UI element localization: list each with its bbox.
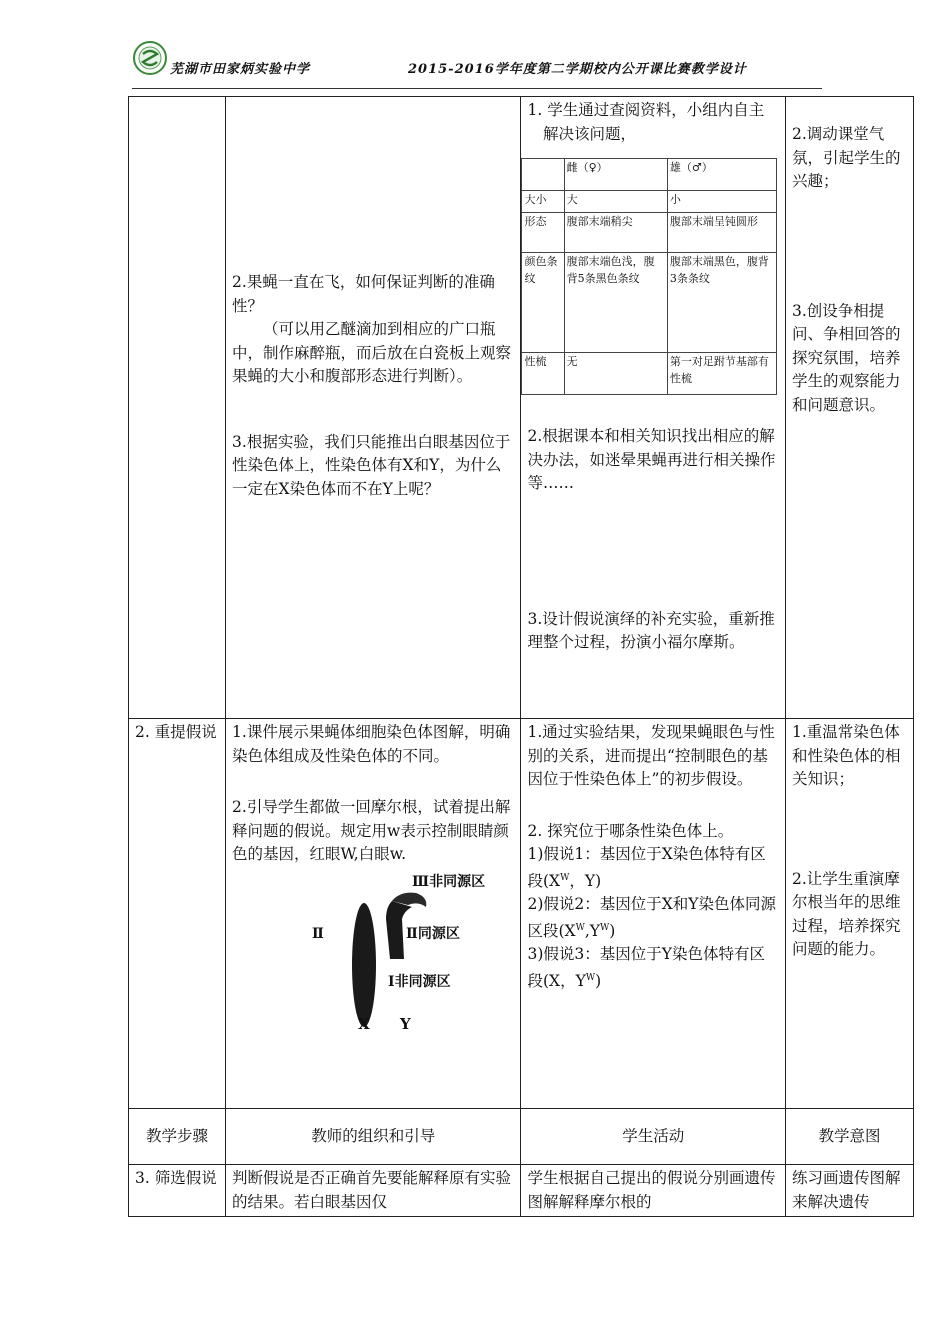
label-ii-left: Ⅱ — [312, 925, 324, 942]
table-header-row — [129, 1109, 914, 1165]
column-header-student: 学生活动 — [521, 1109, 786, 1165]
sub-cell: 腹部末端呈钝圆形 — [667, 213, 777, 253]
table-row — [129, 719, 914, 1109]
label-ii-homologous: Ⅱ同源区 — [406, 925, 460, 942]
school-name: 芜湖市田家炳实验中学 — [170, 62, 311, 77]
label-x: X — [358, 1014, 370, 1033]
teacher-question-2: 2.果蝇一直在飞，如何保证判断的准确性？ — [232, 273, 495, 315]
hypothesis-1: 1)假说1：基因位于X染色体特有区段($X^W$，Y) — [527, 845, 766, 890]
sub-cell: 腹部末端黑色，腹背3条条纹 — [667, 253, 777, 353]
sub-row-label: 大小 — [522, 191, 564, 213]
intent-3: 3.创设争相提问、争相回答的探究氛围，培养学生的观察能力和问题意识。 — [791, 301, 901, 414]
school-logo-icon — [132, 40, 168, 76]
student-activity-3: 3.设计假说演绎的补充实验，重新推理整个过程，扮演小福尔摩斯。 — [527, 609, 775, 651]
teacher-cell: 判断假说是否正确首先要能解释原有实验的结果。若白眼基因仅 — [226, 1165, 521, 1217]
step-cell: 2. 重提假说 — [129, 719, 226, 1109]
sub-header-female: 雌（♀） — [564, 159, 667, 191]
sub-cell: 无 — [564, 353, 667, 395]
student-activity-2: 2.根据课本和相关知识找出相应的解决办法，如迷晕果蝇再进行相关操作等…… — [527, 427, 776, 492]
intent-cell — [785, 719, 913, 1109]
header-title: 2015-2016学年度第二学期校内公开课比赛教学设计 — [408, 62, 747, 77]
student-activity-1: 1.通过实验结果，发现果蝇眼色与性别的关系，进而提出“控制眼色的基因位于性染色体上”的初步假设。 — [527, 723, 775, 788]
student-cell — [521, 97, 786, 719]
label-y: Y — [400, 1014, 411, 1033]
sub-cell: 大 — [564, 191, 667, 213]
student-activity-1: 1. 学生通过查阅资料，小组内自主解决该问题， — [527, 101, 765, 143]
student-activity-2: 2. 探究位于哪条性染色体上。 — [527, 821, 734, 840]
lesson-plan-table — [128, 96, 914, 1217]
intent-cell: 练习画遗传图解来解决遗传 — [785, 1165, 913, 1217]
label-i-non-homologous: Ⅰ非同源区 — [388, 973, 451, 990]
chromosome-figure — [282, 867, 502, 1035]
step-cell — [129, 97, 226, 719]
teacher-question-3: 3.根据实验，我们只能推出白眼基因位于性染色体上，性染色体有X和Y，为什么一定在X染色体而不在Y上呢？ — [232, 432, 511, 498]
label-iii-non-homologous: Ⅲ非同源区 — [412, 873, 486, 890]
intent-2: 2.调动课堂气氛，引起学生的兴趣； — [791, 125, 901, 190]
teacher-activity-2: 2.引导学生都做一回摩尔根，试着提出解释问题的假说。规定用w表示控制眼睛颜色的基因，红眼W,白眼w. — [232, 798, 511, 863]
sub-cell: 腹部末端色浅，腹背5条黑色条纹 — [564, 253, 667, 353]
table-row — [129, 1165, 914, 1217]
hypothesis-2: 2)假说2：基因位于X和Y染色体同源区段$(X^W,Y^W)$ — [527, 895, 777, 940]
sub-cell: 小 — [667, 191, 777, 213]
table-row — [129, 97, 914, 719]
intent-2: 2.让学生重演摩尔根当年的思维过程，培养探究问题的能力。 — [791, 869, 901, 958]
hypothesis-3: 3)假说3：基因位于Y染色体特有区段(X，$Y^W$) — [527, 945, 765, 990]
sub-row-label: 形态 — [522, 213, 564, 253]
teacher-note-2: （可以用乙醚滴加到相应的广口瓶中，制作麻醉瓶，而后放在白瓷板上观察果蝇的大小和腹部形态进行判断）。 — [232, 320, 512, 385]
header-rule — [132, 88, 822, 89]
teacher-cell — [226, 719, 521, 1109]
sub-header-cell — [522, 159, 564, 191]
student-cell: 学生根据自己提出的假说分别画遗传图解解释摩尔根的 — [521, 1165, 786, 1217]
sub-row-label: 性梳 — [522, 353, 564, 395]
sub-cell: 第一对足跗节基部有性梳 — [667, 353, 777, 395]
sub-row-label: 颜色条纹 — [522, 253, 564, 353]
teacher-cell — [226, 97, 521, 719]
step-cell: 3. 筛选假说 — [129, 1165, 226, 1217]
column-header-teacher: 教师的组织和引导 — [226, 1109, 521, 1165]
intent-1: 1.重温常染色体和性染色体的相关知识； — [791, 723, 901, 788]
intent-cell — [785, 97, 913, 719]
column-header-step: 教学步骤 — [129, 1109, 226, 1165]
teacher-activity-1: 1.课件展示果蝇体细胞染色体图解，明确染色体组成及性染色体的不同。 — [232, 723, 511, 765]
column-header-intent: 教学意图 — [785, 1109, 913, 1165]
fly-comparison-table — [521, 158, 777, 395]
sub-header-male: 雄（♂） — [667, 159, 777, 191]
page-header — [132, 40, 822, 92]
sub-cell: 腹部末端稍尖 — [564, 213, 667, 253]
student-cell — [521, 719, 786, 1109]
